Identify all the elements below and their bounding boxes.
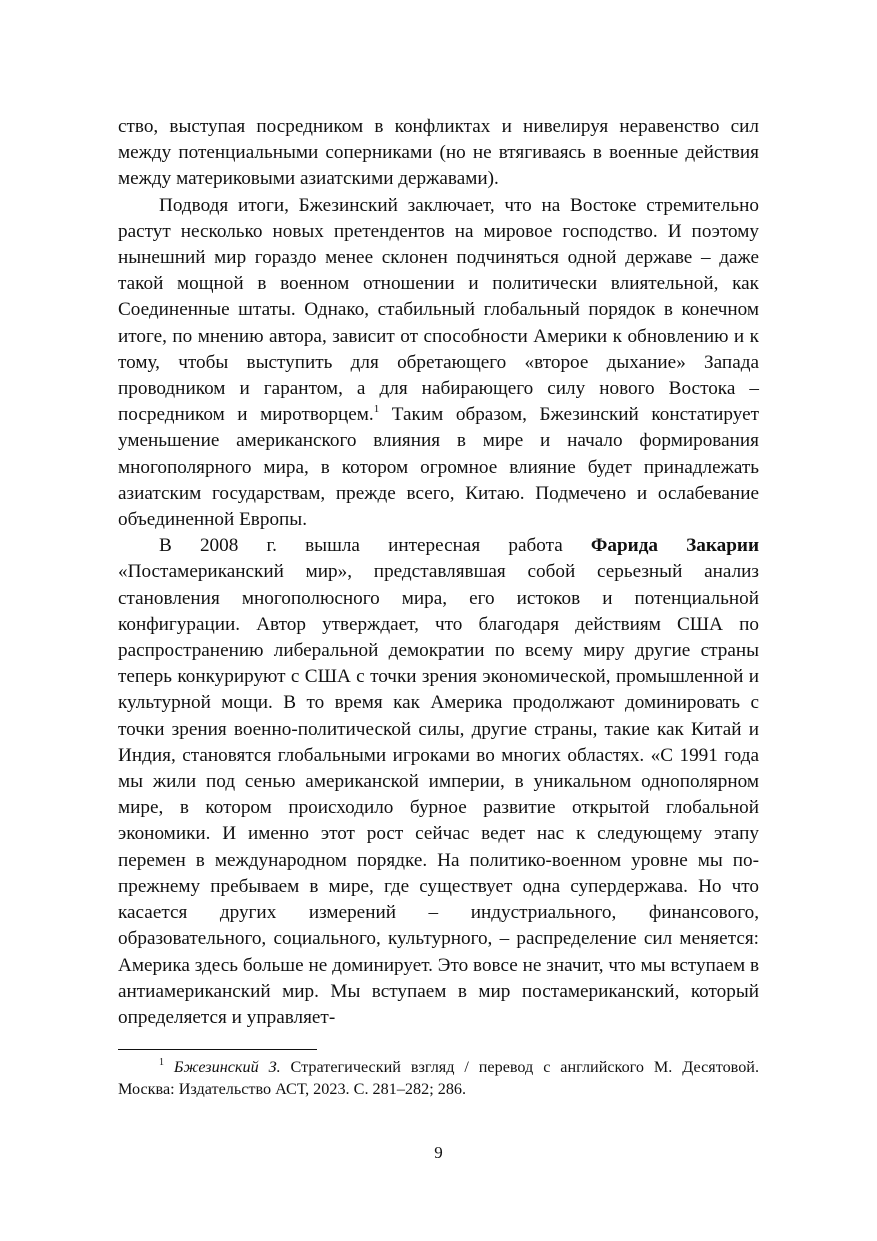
page-number: 9: [434, 1143, 443, 1162]
paragraph-3: [118, 533, 759, 1031]
paragraph-2-text-b: Таким образом, Бжезинский констатирует уменьшение американского влияния в мире и начало формирования многополярного мира, в котором огромное влияние будет принадлежать азиатским государствам, прежде всего, Китаю. Подмечено и ослабевание объединенной Европы.: [118, 404, 759, 531]
footnote-reference[interactable]: 1: [373, 403, 380, 416]
paragraph-1: ство, выступая посредником в конфликтах и нивелируя неравенство сил между потенциальными соперниками (но не втягиваясь в военные действия между материковыми азиатскими державами).: [118, 116, 759, 190]
body-text: [118, 114, 759, 1031]
paragraph-2-text-a: Подводя итоги, Бжезинский заключает, что на Востоке стремительно растут несколько новых претендентов на мировое господство. И поэтому нынешний мир гораздо менее склонен подчиняться одной державе – даже такой мощной в военном отношении и политически влиятельной, как Соединенные штаты. Однако, стабильный глобальный порядок в конечном итоге, по мнению автора, зависит от способности Америки к обновлению и к тому, чтобы выступить для обретающего «второе дыхание» Запада проводником и гарантом, а для набирающего силу нового Востока – посредником и миротворцем.: [118, 194, 759, 426]
footnote: [118, 1056, 759, 1100]
footnote-text: Стратегический взгляд / перевод с английского М. Десятовой. Москва: Издательство АСТ, 2023. С. 281–282; 286.: [118, 1058, 760, 1098]
paragraph-3-text-a: В 2008 г. вышла интересная работа: [159, 535, 591, 557]
paragraph-3-text-b: «Постамериканский мир», представлявшая собой серьезный анализ становления многополюсного мира, его истоков и потенциальной конфигурации. Автор утверждает, что благодаря действиям США по распространению либеральной демократии по всему миру другие страны теперь конкурируют с США с точки зрения экономической, промышленной и культурной мощи. В то время как Америка продолжают доминировать с точки зрения военно-политической силы, другие страны, такие как Китай и Индия, становятся глобальными игроками во многих областях. «С 1991 года мы жили под сенью американской империи, в уникальном однополярном мире, в котором происходило бурное развитие открытой глобальной экономики. И именно этот рост сейчас ведет нас к следующему этапу перемен в международном порядке. На политико-военном уровне мы по-прежнему пребываем в мире, где существует одна супердержава. Но что касается других измерений – индустриального, финансового, образовательного, социального, культурного, – распределение сил меняется: Америка здесь больше не доминирует. Это вовсе не значит, что мы вступаем в антиамериканский мир. Мы вступаем в мир постамериканский, который определяется и управляет-: [118, 561, 759, 1028]
author-name-bold: Фарида Закарии: [590, 535, 759, 557]
main-text: [118, 114, 759, 1031]
footnote-author: Бжезинский З.: [173, 1058, 281, 1076]
paragraph-2: [118, 193, 759, 534]
footnote-mark: 1: [159, 1057, 164, 1068]
footnote-divider: [118, 1049, 317, 1050]
